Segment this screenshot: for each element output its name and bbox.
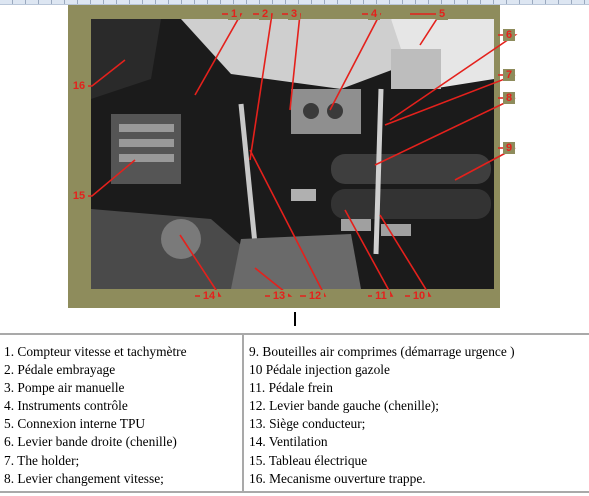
callout-10: 10: [410, 290, 428, 302]
callout-line-3: [282, 14, 300, 110]
callout-line-2: [250, 14, 272, 160]
legend-item: 15. Tableau électrique: [249, 452, 368, 468]
legend-item: 1. Compteur vitesse et tachymètre: [4, 344, 187, 359]
callout-9: 9: [503, 142, 515, 154]
callout-1: 1: [228, 8, 240, 20]
text-cursor: [294, 312, 296, 326]
callout-7: 7: [503, 69, 515, 81]
legend-item: 12. Levier bande gauche (chenille);: [249, 398, 439, 414]
legend-left-column: [4, 343, 240, 491]
legend-item: 9. Bouteilles air comprimes (démarrage urgence ): [249, 344, 515, 359]
callout-11: 11: [372, 290, 390, 302]
callout-4: 4: [368, 8, 380, 20]
legend-item: 11. Pédale frein: [249, 380, 333, 396]
callout-line-8: [375, 98, 515, 165]
legend-divider: [242, 335, 244, 491]
legend-item: 16. Mecanisme ouverture trappe.: [249, 470, 426, 486]
callout-line-4: [330, 14, 380, 110]
callout-12: 12: [306, 290, 324, 302]
legend-item: 10 Pédale injection gazole: [249, 362, 390, 378]
callout-8: 8: [503, 92, 515, 104]
callout-15: 15: [70, 190, 88, 202]
callout-line-14: [180, 235, 220, 296]
callout-14: 14: [200, 290, 218, 302]
legend-right-column: [249, 343, 587, 491]
legend-item: 8. Levier changement vitesse;: [4, 470, 164, 486]
callout-line-12: [250, 150, 325, 296]
legend-item: 13. Siège conducteur;: [249, 416, 366, 432]
callout-2: 2: [259, 8, 271, 20]
callout-13: 13: [270, 290, 288, 302]
callout-line-7: [385, 75, 515, 125]
legend-table: [0, 333, 589, 493]
legend-item: 14. Ventilation: [249, 434, 328, 450]
callout-16: 16: [70, 80, 88, 92]
legend-item: 4. Instruments contrôle: [4, 398, 128, 414]
legend-item: 5. Connexion interne TPU: [4, 416, 146, 432]
callout-5: 5: [436, 8, 448, 20]
callout-3: 3: [288, 8, 300, 20]
legend-item: 2. Pédale embrayage: [4, 362, 116, 378]
legend-item: 7. The holder;: [4, 452, 80, 468]
callout-line-1: [195, 14, 241, 95]
legend-item: 3. Pompe air manuelle: [4, 380, 125, 396]
callout-6: 6: [503, 29, 515, 41]
callout-line-10: [380, 215, 430, 296]
legend-item: 6. Levier bande droite (chenille): [4, 434, 177, 450]
